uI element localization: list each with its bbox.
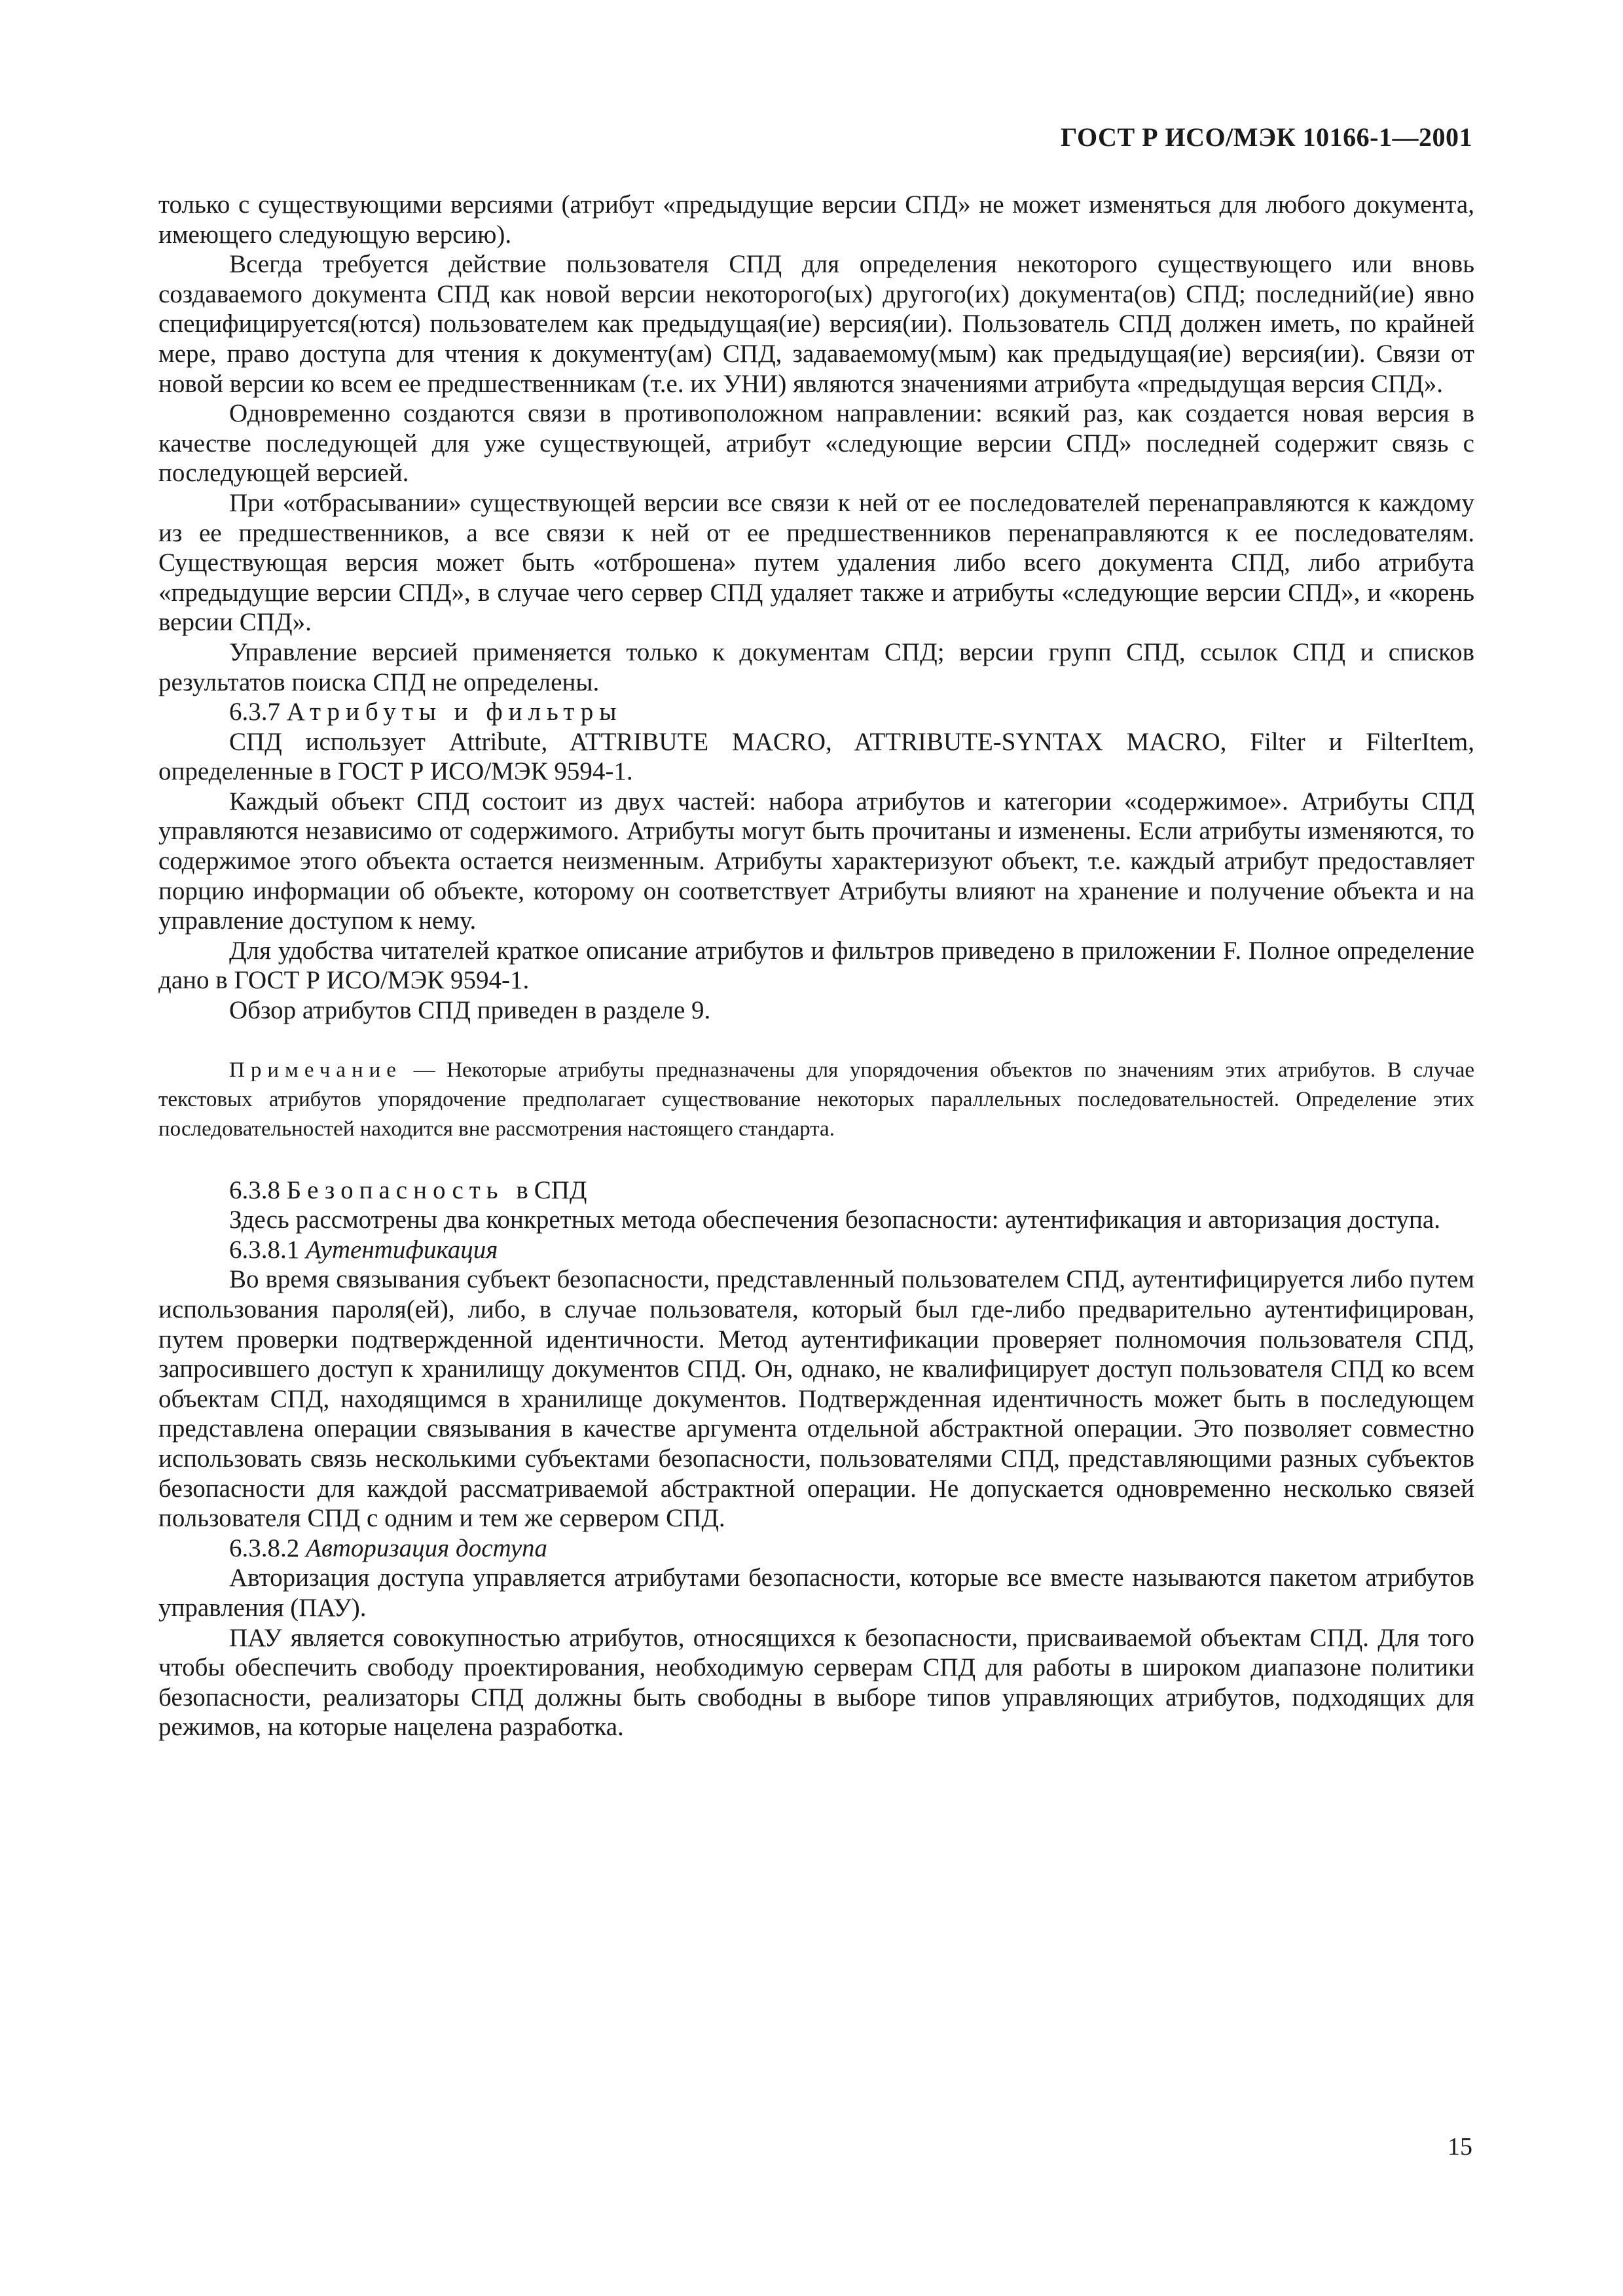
note-label: Примечание xyxy=(229,1058,402,1082)
paragraph-overview-reference: Обзор атрибутов СПД приведен в разделе 9. xyxy=(229,996,711,1025)
section-heading-6-3-8-2 xyxy=(158,1534,1474,1564)
section-title: Атрибуты и фильтры xyxy=(286,698,623,726)
section-title: Безопасность в xyxy=(286,1175,534,1204)
paragraph-new-version-creation: Всегда требуется действие пользователя СПД для определения некоторого существующего или вновь создаваемого документа СПД как новой версии некоторого(ых) другого(их) документа(ов) СПД; последний(ие) явно специфицируется(ются) пользователем как предыдущая(ие) версия(ии). Пользователь СПД должен иметь, по крайней мере, право доступа для чтения к документу(ам) СПД, задаваемому(мым) как предыдущая(ие) версия(ии). Связи от новой версии ко всем ее предшественникам (т.е. их УНИ) являются значениями атрибута «предыдущая версия СПД». xyxy=(158,250,1474,398)
paragraph-reverse-links: Одновременно создаются связи в противоположном направлении: всякий раз, как создается новая версия в качестве последующей для уже существующей, атрибут «следующие версии СПД» последней содержит связь с последующей версией. xyxy=(158,399,1474,488)
document-header: ГОСТ Р ИСО/МЭК 10166-1—2001 xyxy=(1061,122,1472,152)
paragraph-access-authorization: Авторизация доступа управляется атрибутами безопасности, которые все вместе называются пакетом атрибутов управления (ПАУ). xyxy=(158,1564,1474,1622)
paragraph-object-parts: Каждый объект СПД состоит из двух частей: набора атрибутов и категории «содержимое». Атрибуты СПД управляются независимо от содержимого. Атрибуты могут быть прочитаны и изменены. Если атрибуты изменяются, то содержимое этого объекта остается неизменным. Атрибуты характеризуют объект, т.е. каждый атрибут предоставляет порцию информации об объекте, которому он соответствует Атрибуты влияют на хранение и получение объекта и на управление доступом к нему. xyxy=(158,787,1474,935)
section-number: 6.3.7 xyxy=(229,698,280,726)
section-number: 6.3.8 xyxy=(229,1175,280,1204)
section-number: 6.3.8.2 xyxy=(229,1534,300,1562)
paragraph-attribute-usage: СПД использует Attribute, ATTRIBUTE MACRO, ATTRIBUTE-SYNTAX MACRO, Filter и FilterItem, определенные в ГОСТ Р ИСО/МЭК 9594-1. xyxy=(158,727,1474,786)
paragraph-appendix-reference: Для удобства читателей краткое описание атрибутов и фильтров приведено в приложении F. Полное определение дано в ГОСТ Р ИСО/МЭК 9594-1. xyxy=(158,936,1474,995)
paragraph-pau-definition: ПАУ является совокупностью атрибутов, относящихся к безопасности, присваиваемой объектам СПД. Для того чтобы обеспечить свободу проектирования, необходимую серверам СПД для работы в широком диапазоне политики безопасности, реализаторы СПД должны быть свободны в выборе типов управляющих атрибутов, подходящих для режимов, на которые нацелена разработка. xyxy=(158,1623,1474,1742)
section-title: Авторизация доступа xyxy=(306,1534,548,1562)
note-text: — Некоторые атрибуты предназначены для упорядочения объектов по значениям этих атрибутов. В случае текстовых атрибутов упорядочение предполагает существование некоторых параллельных последовательностей. Определение этих последовательностей находится вне рассмотрения настоящего стандарта. xyxy=(158,1058,1474,1141)
paragraph-continuation: только с существующими версиями (атрибут «предыдущие версии СПД» не может изменяться для любого документа, имеющего следующую версию). xyxy=(158,190,1474,249)
paragraph-authentication: Во время связывания субъект безопасности, представленный пользователем СПД, аутентифицируется либо путем использования пароля(ей), либо, в случае пользователя, который был где-либо предварительно аутентифицирован, путем проверки подтвержденной идентичности. Метод аутентификации проверяет полномочия пользователя СПД, запросившего доступ к хранилищу документов СПД. Он, однако, не квалифицирует доступ пользователя СПД ко всем объектам СПД, находящимся в хранилище документов. Подтвержденная идентичность может быть в последующем представлена операции связывания в качестве аргумента отдельной абстрактной операции. Это позволяет совместно использовать связь несколькими субъектами безопасности, пользователями СПД, представляющими разных субъектов безопасности для каждой рассматриваемой абстрактной операции. Не допускается одновременно несколько связей пользователя СПД с одним и тем же сервером СПД. xyxy=(158,1265,1474,1533)
paragraph-version-scope: Управление версией применяется только к документам СПД; версии групп СПД, ссылок СПД и списков результатов поиска СПД не определены. xyxy=(158,637,1474,696)
section-heading-6-3-7 xyxy=(158,697,1474,727)
section-title-tail: СПД xyxy=(534,1175,587,1204)
page-number: 15 xyxy=(1448,2133,1472,2161)
note-block xyxy=(158,1056,1474,1144)
paragraph-discard-version: При «отбрасывании» существующей версии все связи к ней от ее последователей перенаправляются к каждому из ее предшественников, а все связи к ней от ее предшественников перенаправляются к ее последователям. Существующая версия может быть «отброшена» путем удаления либо всего документа СПД, либо атрибута «предыдущие версии СПД», в случае чего сервер СПД удаляет также и атрибуты «следующие версии СПД», и «корень версии СПД». xyxy=(158,488,1474,637)
page-content xyxy=(158,190,1474,1742)
section-number: 6.3.8.1 xyxy=(229,1235,300,1264)
paragraph-security-methods: Здесь рассмотрены два конкретных метода обеспечения безопасности: аутентификация и авторизация доступа. xyxy=(229,1206,1440,1234)
section-heading-6-3-8-1 xyxy=(158,1235,1474,1265)
section-heading-6-3-8 xyxy=(158,1175,1474,1206)
section-title: Аутентификация xyxy=(306,1235,498,1264)
